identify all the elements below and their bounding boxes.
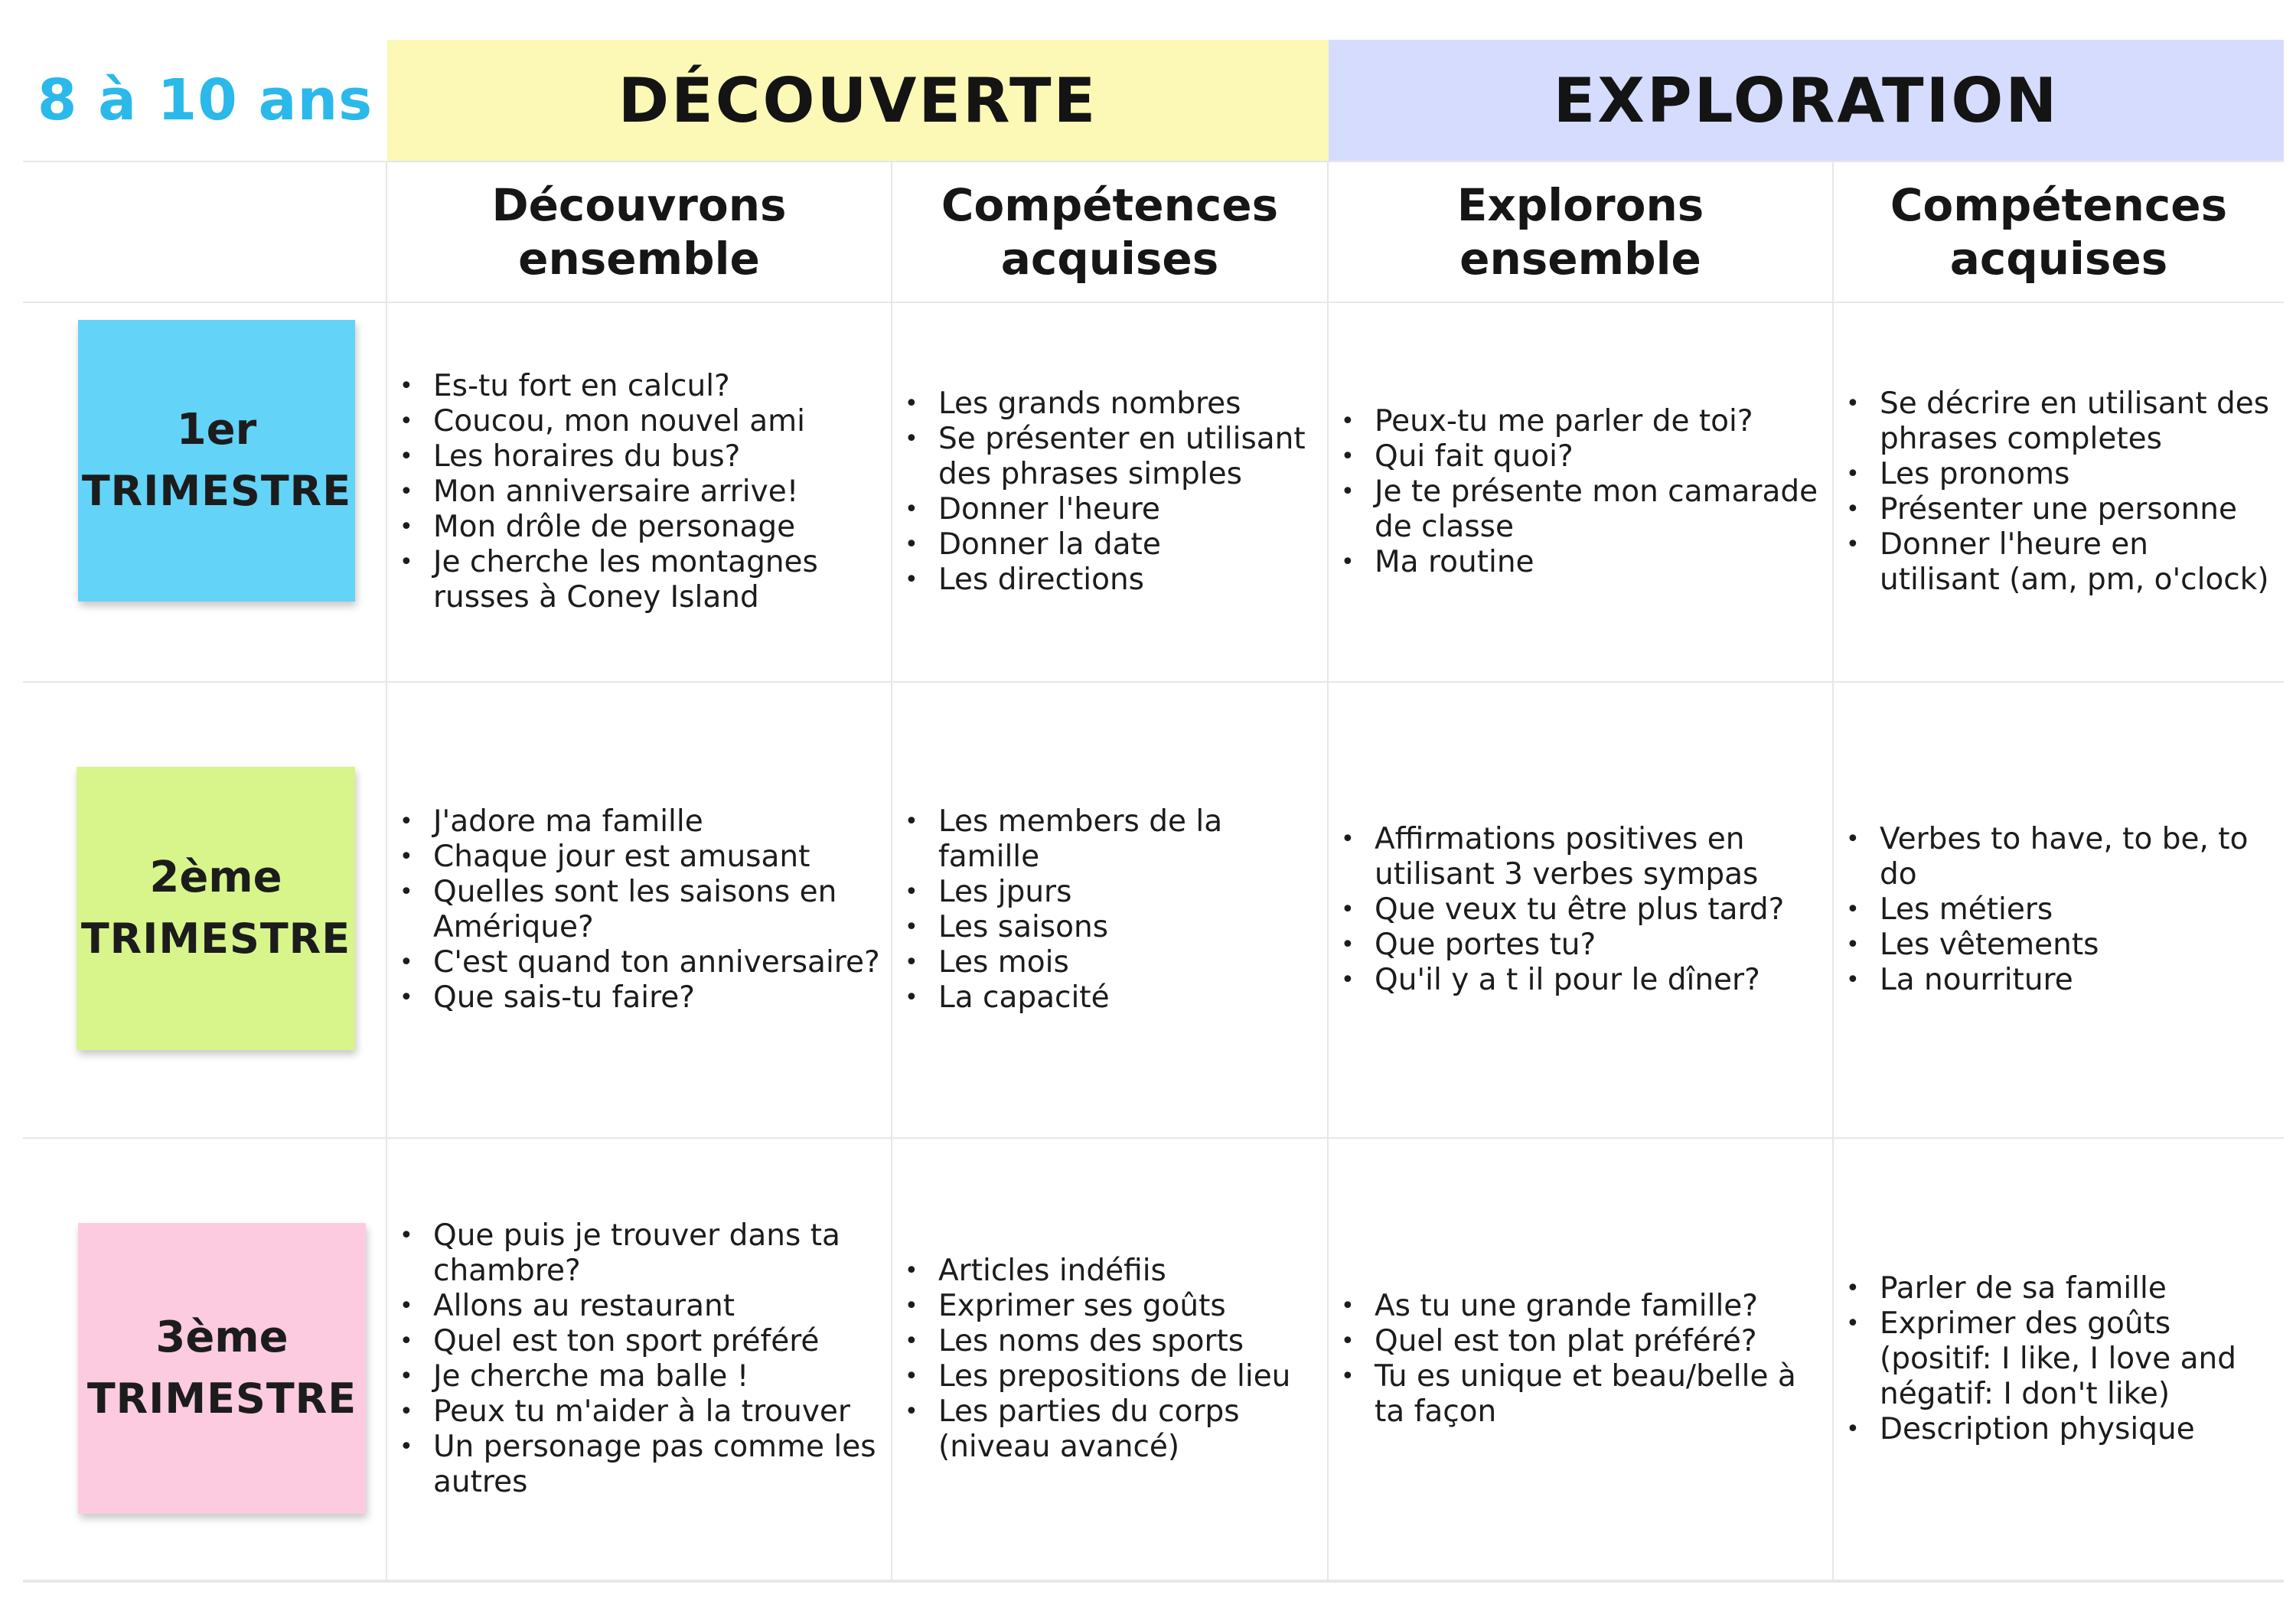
bullet-list [892, 804, 1327, 1016]
list-item: • Les vêtements [1880, 928, 2276, 963]
list-item: • Se décrire en utilisant des phrases completes [1880, 386, 2276, 457]
list-item: • Affirmations positives en utilisant 3 verbes sympas [1375, 822, 1825, 892]
bullet-list [1329, 404, 1832, 580]
list-item: • C'est quand ton anniversaire? [433, 945, 883, 980]
bullet-list [1329, 822, 1832, 998]
sticky-note-1 [78, 320, 355, 602]
list-item: • Que sais-tu faire? [433, 980, 883, 1016]
list-item: • Que portes tu? [1375, 928, 1825, 963]
trimester-label-cell [23, 683, 387, 1139]
trimester-label-cell [23, 1139, 387, 1581]
list-item: • Les directions [938, 563, 1319, 598]
list-item: • Présenter une personne [1880, 492, 2276, 527]
content-cell [1329, 683, 1834, 1139]
content-cell [387, 683, 892, 1139]
trimester-number: 2ème [149, 853, 282, 902]
trimester-number: 3ème [155, 1313, 289, 1362]
content-cell [1834, 683, 2284, 1139]
age-range-label: 8 à 10 ans [37, 67, 373, 133]
trimester-word: TRIMESTRE [81, 467, 352, 515]
list-item: • Parler de sa famille [1880, 1271, 2276, 1306]
decouverte-title: DÉCOUVERTE [618, 64, 1098, 136]
list-item: • Que puis je trouver dans ta chambre? [433, 1218, 883, 1289]
bullet-list [1329, 1289, 1832, 1430]
column-header [1834, 162, 2284, 303]
list-item: • Peux tu m'aider à la trouver [433, 1394, 883, 1430]
trimester-label-cell [23, 303, 387, 683]
list-item: • Les noms des sports [938, 1324, 1319, 1359]
list-item: • Les prepositions de lieu [938, 1359, 1319, 1394]
list-item: • La nourriture [1880, 963, 2276, 998]
list-item: • Coucou, mon nouvel ami [433, 404, 883, 439]
bullet-list [1834, 1271, 2284, 1447]
list-item: • J'adore ma famille [433, 804, 883, 840]
list-item: • Ma routine [1375, 545, 1825, 580]
column-header-label: Compétences acquises [1890, 179, 2228, 285]
list-item: • Les horaires du bus? [433, 439, 883, 474]
list-item: • Donner l'heure [938, 492, 1319, 527]
content-cell [1329, 1139, 1834, 1581]
bullet-list [1834, 822, 2284, 998]
column-header [892, 162, 1329, 303]
list-item: • Les métiers [1880, 892, 2276, 928]
list-item: • Verbes to have, to be, to do [1880, 822, 2276, 892]
column-header-label: Découvrons ensemble [491, 179, 787, 285]
list-item: • Exprimer ses goûts [938, 1289, 1319, 1324]
list-item: • Quelles sont les saisons en Amérique? [433, 875, 883, 945]
curriculum-table [23, 40, 2284, 1583]
bullet-list [892, 1254, 1327, 1465]
list-item: • Qui fait quoi? [1375, 439, 1825, 474]
trimester-number: 1er [176, 405, 257, 455]
bullet-list [892, 386, 1327, 598]
list-item: • La capacité [938, 980, 1319, 1016]
content-cell [1834, 303, 2284, 683]
list-item: • Chaque jour est amusant [433, 840, 883, 875]
bullet-list [387, 1218, 891, 1500]
bullet-list [1834, 386, 2284, 598]
list-item: • Mon anniversaire arrive! [433, 474, 883, 510]
list-item: • Mon drôle de personage [433, 510, 883, 545]
sticky-note-2 [77, 767, 355, 1050]
list-item: • Allons au restaurant [433, 1289, 883, 1324]
list-item: • Les members de la famille [938, 804, 1319, 875]
content-cell [892, 1139, 1329, 1581]
list-item: • Quel est ton plat préféré? [1375, 1324, 1825, 1359]
list-item: • Les grands nombres [938, 386, 1319, 422]
trimester-word: TRIMESTRE [80, 915, 351, 963]
list-item: • Je cherche ma balle ! [433, 1359, 883, 1394]
list-item: • Les jpurs [938, 875, 1319, 910]
list-item: • Les parties du corps (niveau avancé) [938, 1394, 1319, 1465]
column-header [387, 162, 892, 303]
list-item: • Description physique [1880, 1412, 2276, 1447]
list-item: • Se présenter en utilisant des phrases simples [938, 422, 1319, 492]
list-item: • Les saisons [938, 910, 1319, 945]
list-item: • Les mois [938, 945, 1319, 980]
column-header-label: Explorons ensemble [1456, 179, 1704, 285]
list-item: • Je te présente mon camarade de classe [1375, 474, 1825, 545]
empty-header-cell [23, 162, 387, 303]
exploration-band [1329, 40, 2284, 162]
list-item: • Quel est ton sport préféré [433, 1324, 883, 1359]
list-item: • Qu'il y a t il pour le dîner? [1375, 963, 1825, 998]
list-item: • As tu une grande famille? [1375, 1289, 1825, 1324]
list-item: • Les pronoms [1880, 457, 2276, 492]
list-item: • Peux-tu me parler de toi? [1375, 404, 1825, 439]
trimester-word: TRIMESTRE [86, 1375, 357, 1423]
content-cell [892, 683, 1329, 1139]
content-cell [892, 303, 1329, 683]
list-item: • Donner la date [938, 527, 1319, 563]
column-header-label: Compétences acquises [941, 179, 1279, 285]
list-item: • Un personage pas comme les autres [433, 1430, 883, 1500]
list-item: • Es-tu fort en calcul? [433, 369, 883, 404]
list-item: • Je cherche les montagnes russes à Coney Island [433, 545, 883, 615]
decouverte-band [387, 40, 1329, 162]
list-item: • Articles indéfiis [938, 1254, 1319, 1289]
sticky-note-3 [78, 1223, 366, 1514]
column-header [1329, 162, 1834, 303]
content-cell [387, 303, 892, 683]
bullet-list [387, 804, 891, 1016]
bullet-list [387, 369, 891, 615]
list-item: • Donner l'heure en utilisant (am, pm, o'clock) [1880, 527, 2276, 598]
age-range-cell [23, 40, 387, 162]
content-cell [387, 1139, 892, 1581]
content-cell [1329, 303, 1834, 683]
content-cell [1834, 1139, 2284, 1581]
exploration-title: EXPLORATION [1553, 64, 2060, 136]
list-item: • Tu es unique et beau/belle à ta façon [1375, 1359, 1825, 1430]
list-item: • Exprimer des goûts (positif: I like, I love and négatif: I don't like) [1880, 1306, 2276, 1412]
list-item: • Que veux tu être plus tard? [1375, 892, 1825, 928]
